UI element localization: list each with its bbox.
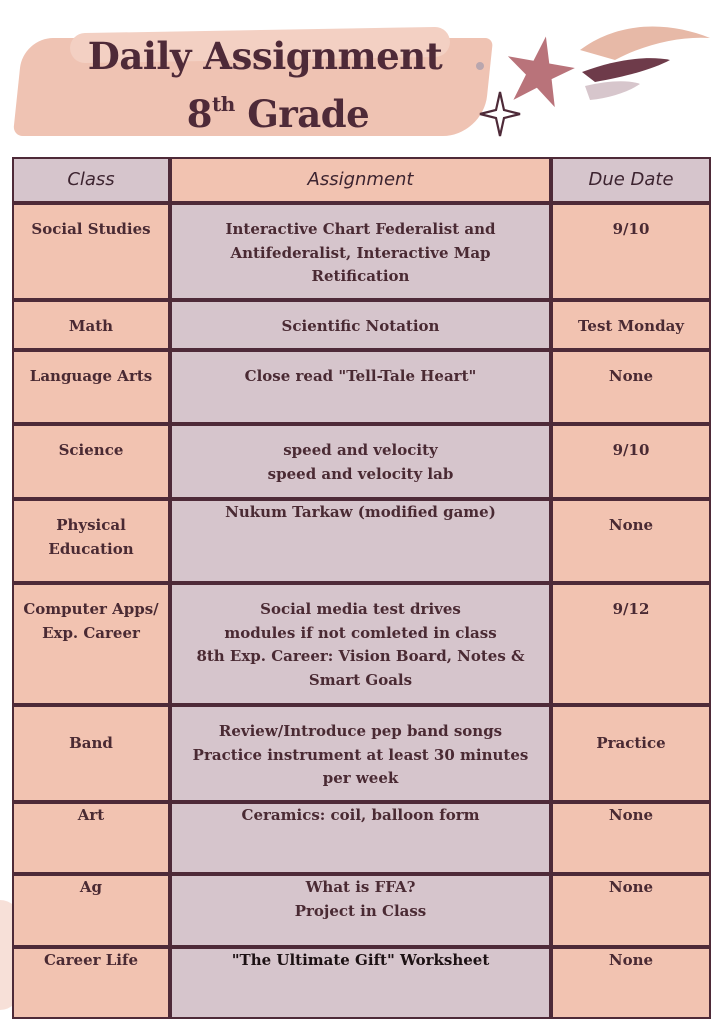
table-row: [12, 802, 711, 874]
grade-number: 8: [186, 92, 213, 136]
due-date-cell: Test Monday: [551, 300, 711, 350]
due-date-cell: None: [551, 350, 711, 424]
page-title: Daily Assignment: [87, 34, 443, 78]
assignment-table: [12, 157, 711, 1019]
class-cell: Language Arts: [12, 350, 170, 424]
column-header-assignment: Assignment: [170, 157, 551, 203]
due-date-cell: 9/12: [551, 583, 711, 705]
star-icon: [501, 31, 580, 110]
assignment-cell: Ceramics: coil, balloon form: [170, 802, 551, 874]
table-header-row: [12, 157, 711, 203]
class-cell: Ag: [12, 874, 170, 947]
assignment-cell: Social media test drives modules if not comleted in class 8th Exp. Career: Vision Board, Notes & Smart Goals: [170, 583, 551, 705]
assignment-cell: What is FFA? Project in Class: [170, 874, 551, 947]
table-row: [12, 499, 711, 583]
assignment-cell: Nukum Tarkaw (modified game): [170, 499, 551, 583]
due-date-cell: None: [551, 874, 711, 947]
class-cell: Math: [12, 300, 170, 350]
table-row: [12, 947, 711, 1019]
assignment-cell: speed and velocity speed and velocity lab: [170, 424, 551, 499]
table-row: [12, 350, 711, 424]
sparkle-icon: [480, 92, 520, 136]
grade-suffix: th: [212, 92, 235, 116]
table-row: [12, 203, 711, 300]
assignment-cell: "The Ultimate Gift" Worksheet: [170, 947, 551, 1019]
assignment-cell: Scientific Notation: [170, 300, 551, 350]
class-cell: Science: [12, 424, 170, 499]
class-cell: Career Life: [12, 947, 170, 1019]
table-row: [12, 300, 711, 350]
class-cell: Art: [12, 802, 170, 874]
due-date-cell: 9/10: [551, 203, 711, 300]
due-date-cell: None: [551, 499, 711, 583]
assignment-cell: Interactive Chart Federalist and Antifederalist, Interactive Map Retification: [170, 203, 551, 300]
class-cell: Social Studies: [12, 203, 170, 300]
class-cell: Computer Apps/ Exp. Career: [12, 583, 170, 705]
column-header-class: Class: [12, 157, 170, 203]
grade-word: Grade: [234, 92, 370, 136]
class-cell: Physical Education: [12, 499, 170, 583]
due-date-cell: 9/10: [551, 424, 711, 499]
shooting-star-trail-icon: [580, 27, 710, 100]
class-cell: Band: [12, 705, 170, 802]
table-row: [12, 705, 711, 802]
column-header-due-date: Due Date: [551, 157, 711, 203]
title-dot: [476, 62, 484, 70]
due-date-cell: Practice: [551, 705, 711, 802]
assignment-cell: Review/Introduce pep band songs Practice instrument at least 30 minutes per week: [170, 705, 551, 802]
due-date-cell: None: [551, 947, 711, 1019]
assignment-cell: Close read "Tell-Tale Heart": [170, 350, 551, 424]
table-row: [12, 424, 711, 499]
decoration-group: [470, 10, 720, 140]
table-row: [12, 874, 711, 947]
table-row: [12, 583, 711, 705]
due-date-cell: None: [551, 802, 711, 874]
